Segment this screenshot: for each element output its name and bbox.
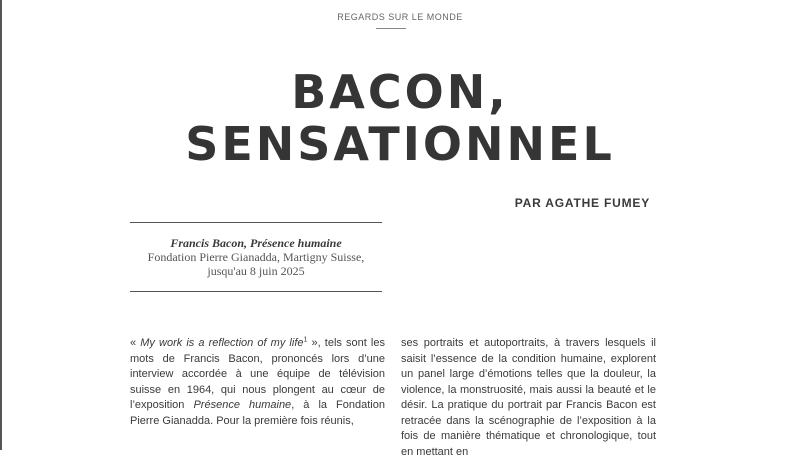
exhibition-dates: jusqu'au 8 juin 2025 [207, 264, 305, 278]
quote-open: « [130, 337, 141, 349]
byline: PAR AGATHE FUMEY [514, 196, 650, 210]
exhibition-venue: Fondation Pierre Gianadda, Martigny Suisse, [147, 250, 365, 264]
body-text-left-1: », tels sont les mots de Francis Bacon, prononcés lors d’une interview accordée à une équipe de télévision suisse en 1964, qui nous plongent au cœur de l’exposition [130, 337, 385, 411]
section-label: REGARDS SUR LE MONDE [337, 12, 463, 22]
footnote-ref: 1 [303, 336, 308, 344]
title-line-2: SENSATIONNEL [185, 117, 615, 171]
body-column-right: ses portraits et autoportraits, à travers lesquels il saisit l’essence de la condition humaine, explorent un panel large d’émotions telles que la douleur, la violence, la monstruosité, mais aussi la beauté et le désir. La pratique du portrait par Francis Bacon est retracée dans la scénographie de l’exposition à la fois de manière thématique et chronologique, tout en mettant en [401, 337, 656, 458]
body-column-left [130, 336, 385, 429]
body-text-left-2: , à la Fondation Pierre Gianadda. Pour la première fois réunis, [130, 399, 385, 427]
article-title [0, 66, 800, 170]
exhibition-info-box [130, 222, 382, 292]
section-divider [376, 28, 406, 29]
exhibition-name: Présence humaine [193, 399, 292, 411]
quote-text: My work is a reflection of my life [140, 337, 304, 349]
exhibition-title: Francis Bacon, Présence humaine [170, 236, 342, 250]
title-line-1: BACON, [291, 65, 509, 119]
